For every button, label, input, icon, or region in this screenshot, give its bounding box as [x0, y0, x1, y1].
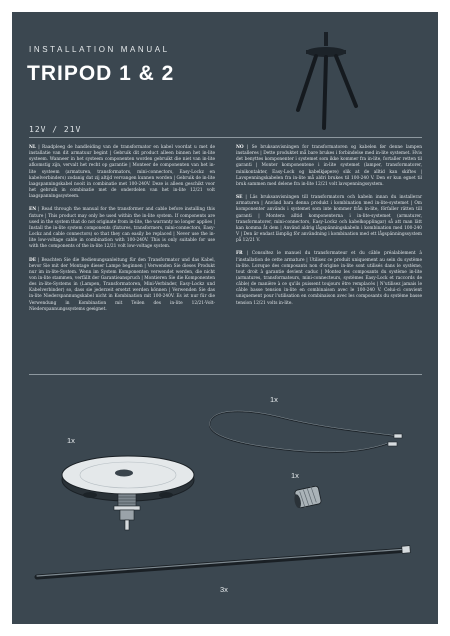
instructions-en: EN | Read through the manual for the transformer and cable before installing this fixture | This product may only be used within the in-lite system. If components are used in the system that do not originate from in-lite, the warranty no longer applies | Install the in-lite system components (fixtures, transformers, mini-connectors, Easy-Lockz and cable connectors) so that they can easily be replaced | Never use the in-lite low-voltage cable in combination with 100-240V. This is only suitable for use with the components of the in-lite 12/21 volt low-voltage system.: [29, 207, 215, 250]
connector-illustration: [292, 482, 332, 512]
instruction-text: Beachten Sie die Bedienungsanleitung für den Transformator und das Kabel, bevor Sie mit der Montage dieser Lampe beginnen | Verwenden Sie dieses Produkt nur im in-lite-System. Wenn im System Komponenten verwendet werden, die nicht von in-lite stammen, verfällt der Garantieanspruch | Montieren Sie die Komponenten des in-lite-Systems in (Lampen, Transformatoren, Mini-Verbinder, Easy-Lockz und Kabelverbinder) so, dass sie jederzeit ersetzt werden können | Verwenden Sie das in-lite Niederspannungskabel nicht in Kombination mit 100-240V. Es ist nur für die Verwendung in Kombination mit Teilen des in-lite 12/21-Volt-Niederspannungssystems geeignet.: [29, 257, 215, 312]
manual-card: [12, 12, 438, 624]
language-code: EN: [29, 207, 37, 213]
instruction-text: Se bruksanvisningen for transformatoren og kabelen før denne lampen installeres | Dette produktet må bare brukes i forbindelse med in-lite systemet. Hvis det benyttes komponenter i systemet som ikke kommer fra in-lite, fortaller retten til garanti | Monter komponentene i in-lite systemet (lamper, transformatorer, minikontakter, Easy-Lock og kabelkjøpere) slik at de alltid kan skiftes | Lavspenningskabelen fra in-lite må aldri brukes til 100-240 V. Den er kun egnet til bruk sammen med delene fra in-lite 12/21 volt lavspenningssystem.: [236, 145, 422, 187]
language-code: NL: [29, 145, 36, 150]
instruction-text: Read through the manual for the transformer and cable before installing this fixture | This product may only be used within the in-lite system. If components are used in the system that do not originate from in-lite, the warranty no longer applies | Install the in-lite system components (fixtures, transformers, mini-connectors, Easy-Lockz and cable connectors) so that they can easily be replaced | Never use the in-lite low-voltage cable in combination with 100-240V. This is only suitable for use with the components of the in-lite 12/21 volt low-voltage system.: [29, 207, 215, 250]
language-code: NO: [236, 145, 244, 150]
base-quantity: 1x: [67, 436, 75, 445]
instructions-nl: NL | Raadpleeg de handleiding van de transformator en kabel voordat u met de installatie van dit armatuur begint | Gebruik dit product alleen binnen het in-lite systeem. Wanneer in het systeem componenten worden gebruikt die niet van in-lite afkomstig zijn, vervalt het recht op garantie | Monteer de componenten van het in-lite systeem (armaturen, transformators, mini-connectors, Easy-Lockz en kabelverbinders) zodanig dat zij altijd vervangen kunnen worden | Gebruik de in-lite laagspanningskabel nooit in combinatie met 100-240V. Deze is alleen geschikt voor het gebruik in combinatie met de onderdelen van het in-lite 12/21 volt laagspanningssysteem.: [29, 145, 215, 200]
connector-quantity: 1x: [291, 471, 299, 480]
cable-quantity: 1x: [270, 395, 278, 404]
instruction-text: Läs bruksanvisningen till transformatorn och kabeln innan du installerar armaturen | Använd bara denna produkt i kombination med in-lite-systemet | Om komponenter används i systemet som inte kommer från in-lite, förfaller rätten till garanti | Montera alltid komponenterna i in-lite-systemet (armaturer, transformatorer, mini-connectors, Easy-Lockz och kabelkopplingar) så att man lätt kan komma åt dem | Använd aldrig lågspänningskabeln i kombination med 100-240 V | Den är endast lämplig för användning i kombination med ett lågspänningssystem på 12/21 V.: [236, 195, 422, 244]
leg-rod-illustration: [34, 544, 414, 584]
instruction-text: Consultez le manuel du transformateur et du câble préalablement à l'installation de cette armature | Utilisez ce produit uniquement au sein du système in-lite. Lorsque des composants non d'origine in-lite sont utilisés dans le système, tout droit à garantie devient caduc | Montez les composants du système in-lite (armatures, transformateurs, mini-connecteurs, systèmes Easy-Lock et raccords de câble) de manière à ce qu'ils puissent toujours être remplacés | N'utilisez jamais le câble basse tension in-lite en combinaison avec le 100-240 V. Celui-ci convient uniquement pour l'utilisation en combinaison avec les composants du système basse tension 12/21 volts in-lite.: [236, 251, 422, 306]
instructions-fr: FR | Consultez le manuel du transformateur et du câble préalablement à l'installation de cette armature | Utilisez ce produit uniquement au sein du système in-lite. Lorsque des composants non d'origine in-lite sont utilisés dans le système, tout droit à garantie devient caduc | Montez les composants du système in-lite (armatures, transformateurs, mini-connecteurs, systèmes Easy-Lock et raccords de câble) de manière à ce qu'ils puissent toujours être remplacés | N'utilisez jamais le câble basse tension in-lite en combinaison avec le 100-240 V. Celui-ci convient uniquement pour l'utilisation en combinaison avec les composants du système basse tension 12/21 volts in-lite.: [236, 251, 422, 306]
instructions-left-column: [29, 145, 215, 320]
divider-line: [29, 374, 422, 375]
instructions-no: NO | Se bruksanvisningen for transformatoren og kabelen før denne lampen installeres | Dette produktet må bare brukes i forbindelse med in-lite systemet. Hvis det benyttes komponenter i systemet som ikke kommer fra in-lite, fortaller retten til garanti | Monter komponentene i in-lite systemet (lamper, transformatorer, minikontakter, Easy-Lock og kabelkjøpere) slik at de alltid kan skiftes | Lavspenningskabelen fra in-lite må aldri brukes til 100-240 V. Den er kun egnet til bruk sammen med delene fra in-lite 12/21 volt lavspenningssystem.: [236, 145, 422, 187]
product-title: TRIPOD 1 & 2: [27, 62, 175, 85]
instruction-text: Raadpleeg de handleiding van de transformator en kabel voordat u met de installatie van dit armatuur begint | Gebruik dit product alleen binnen het in-lite systeem. Wanneer in het systeem componenten worden gebruikt die niet van in-lite afkomstig zijn, vervalt het recht op garantie | Monteer de componenten van het in-lite systeem (armaturen, transformators, mini-connectors, Easy-Lockz en kabelverbinders) zodanig dat zij altijd vervangen kunnen worden | Gebruik de in-lite laagspanningskabel nooit in combinatie met 100-240V. Deze is alleen geschikt voor het gebruik in combinatie met de onderdelen van het in-lite 12/21 volt laagspanningssysteem.: [29, 145, 215, 200]
language-code: FR: [236, 251, 243, 257]
leg-quantity: 3x: [220, 585, 228, 594]
instructions-de: DE | Beachten Sie die Bedienungsanleitung für den Transformator und das Kabel, bevor Sie mit der Montage dieser Lampe beginnen | Verwenden Sie dieses Produkt nur im in-lite-System. Wenn im System Komponenten verwendet werden, die nicht von in-lite stammen, verfällt der Garantieanspruch | Montieren Sie die Komponenten des in-lite-Systems in (Lampen, Transformatoren, Mini-Verbinder, Easy-Lockz und Kabelverbinder) so, dass sie jederzeit ersetzt werden können | Verwenden Sie das in-lite Niederspannungskabel nicht in Kombination mit 100-240V. Es ist nur für die Verwendung in Kombination mit Teilen des in-lite 12/21-Volt-Niederspannungssystems geeignet.: [29, 257, 215, 312]
manual-eyebrow: INSTALLATION MANUAL: [29, 45, 170, 54]
cable-illustration: [202, 404, 402, 474]
language-code: DE: [29, 257, 37, 263]
instructions-right-column: [236, 145, 422, 314]
language-code: SE: [236, 195, 243, 201]
instructions-se: SE | Läs bruksanvisningen till transformatorn och kabeln innan du installerar armaturen | Använd bara denna produkt i kombination med in-lite-systemet | Om komponenter används i systemet som inte kommer från in-lite, förfaller rätten till garanti | Montera alltid komponenterna i in-lite-systemet (armaturer, transformatorer, mini-connectors, Easy-Lockz och kabelkopplingar) så att man lätt kan komma åt dem | Använd aldrig lågspänningskabeln i kombination med 100-240 V | Den är endast lämplig för användning i kombination med ett lågspänningssystem på 12/21 V.: [236, 195, 422, 244]
divider-line: [29, 137, 422, 138]
voltage-rating: 12V / 21V: [29, 125, 82, 134]
base-plate-illustration: [54, 450, 204, 535]
tripod-product-image: [290, 32, 370, 132]
